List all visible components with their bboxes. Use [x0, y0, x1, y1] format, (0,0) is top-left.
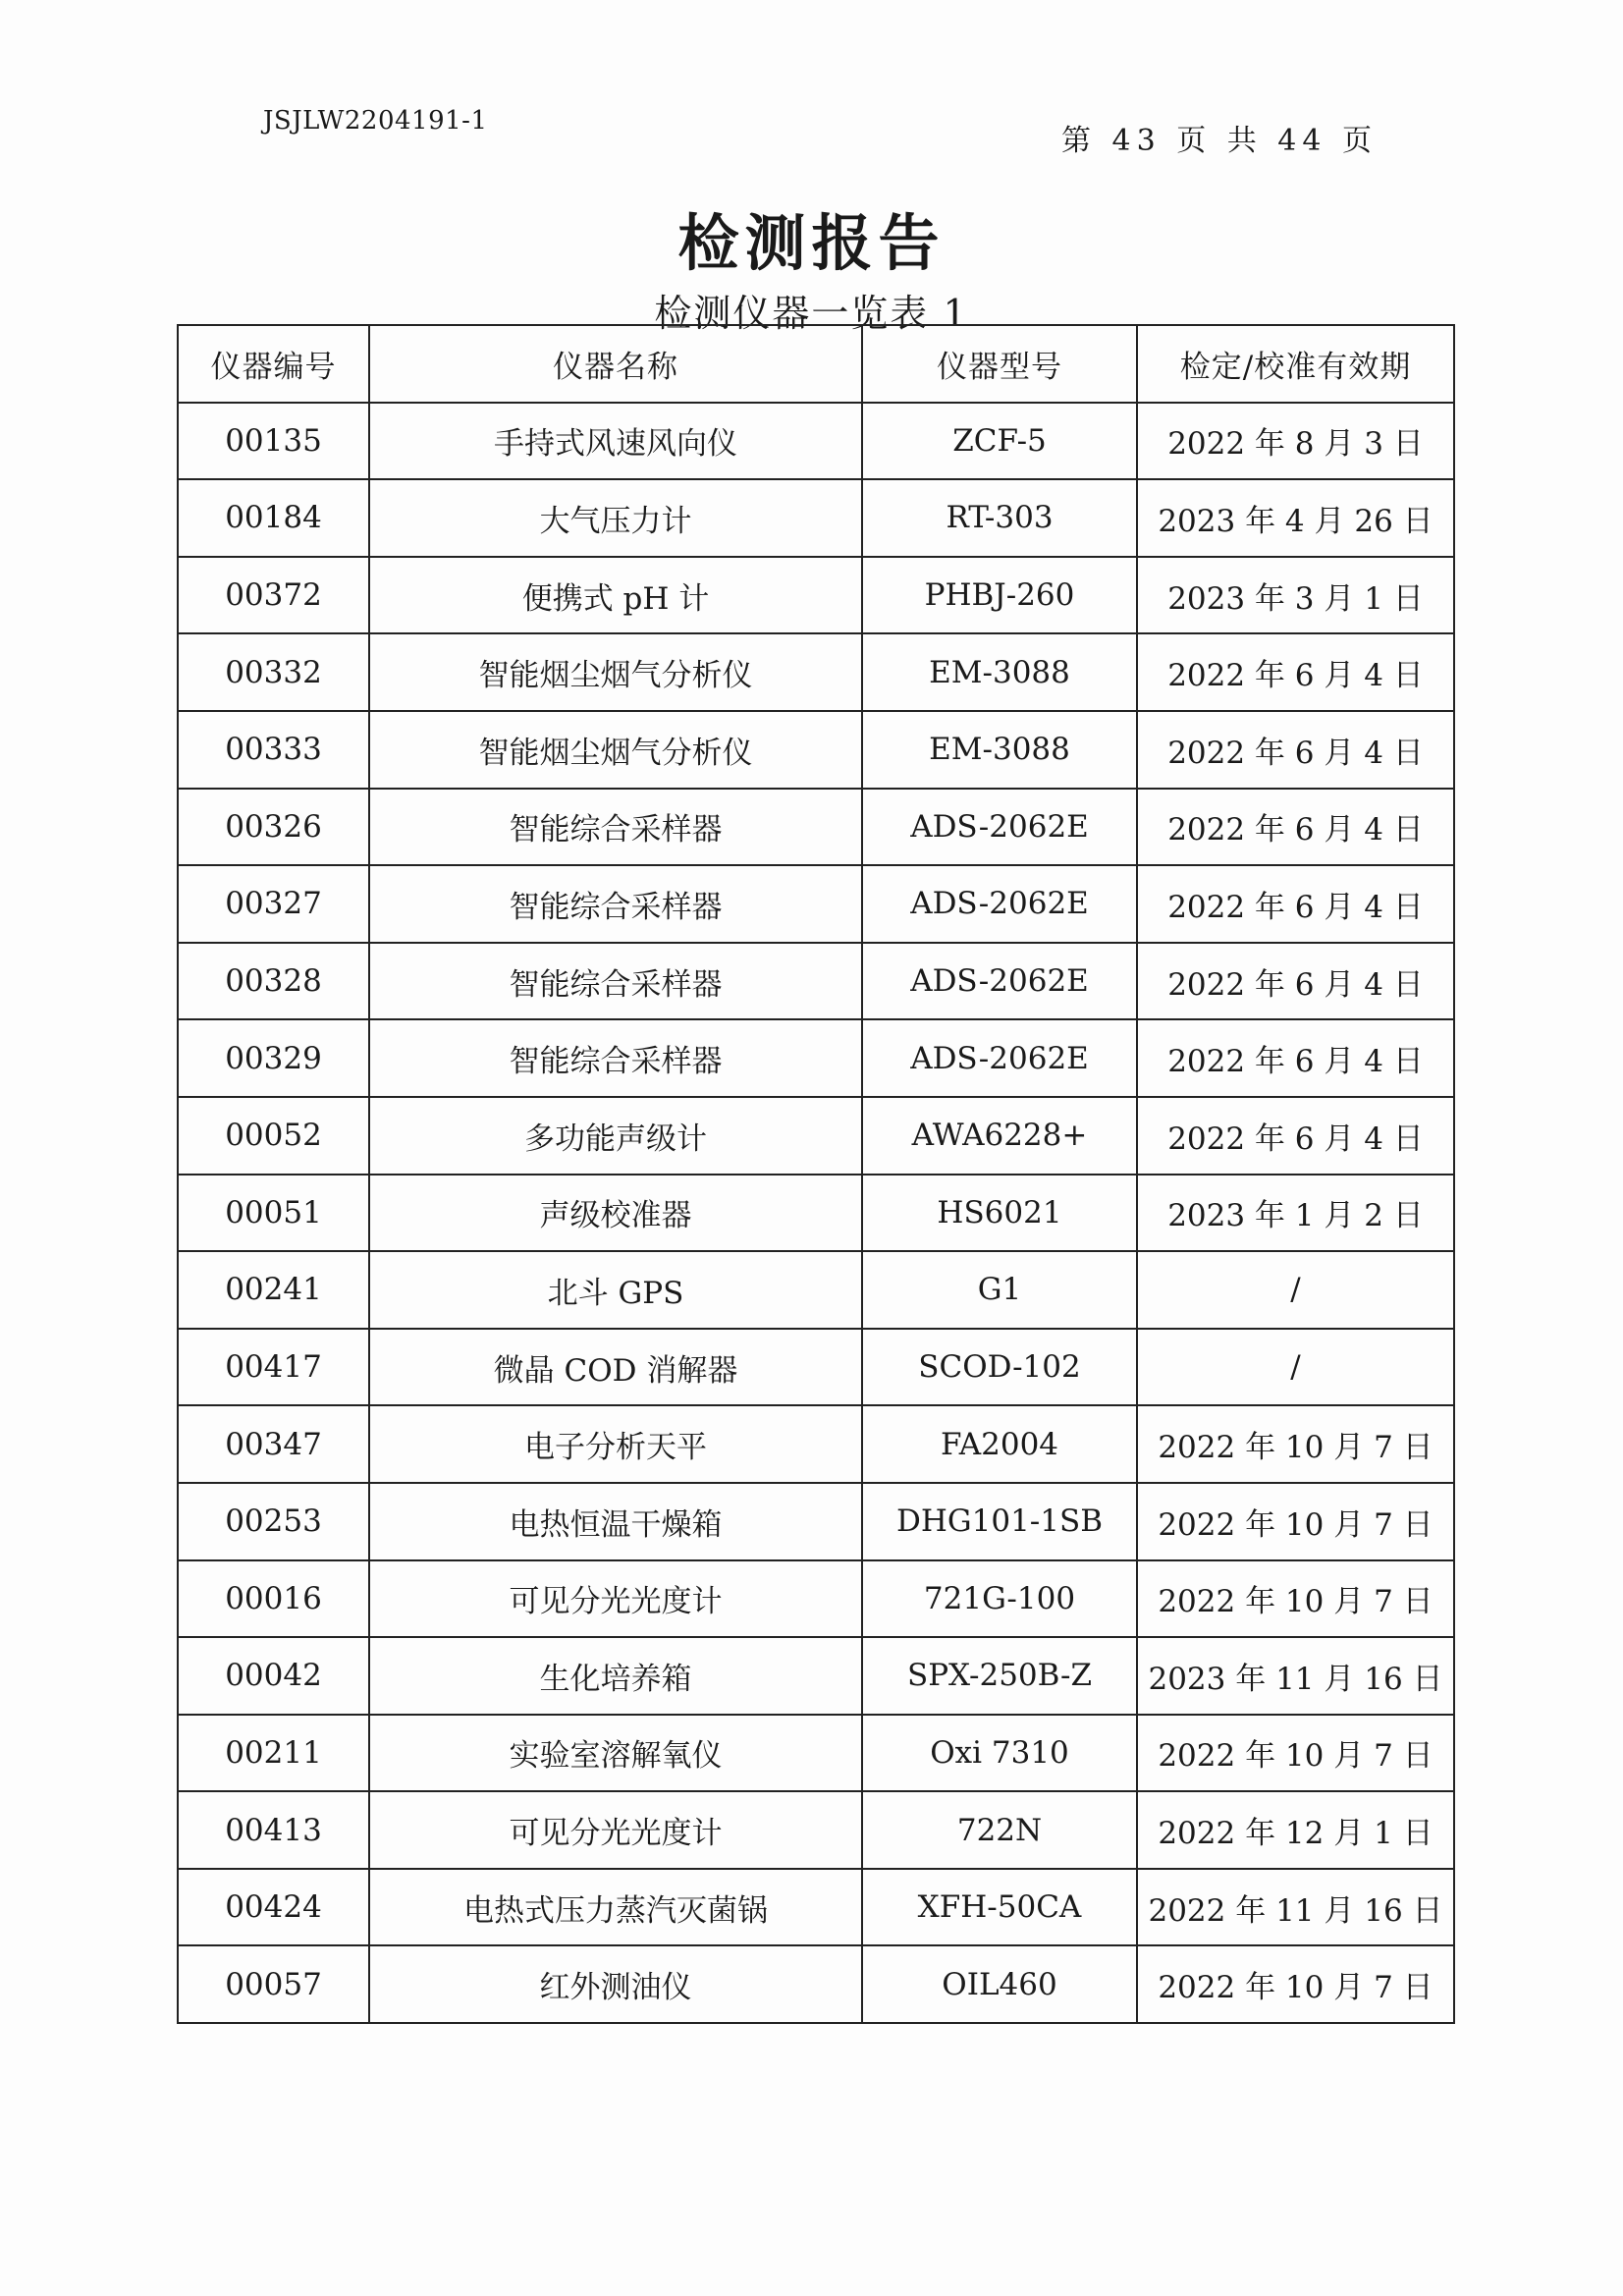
- table-row: [178, 1945, 1454, 2023]
- calibration-validity: 2022 年 10 月 7 日: [1137, 1405, 1454, 1483]
- calibration-validity: 2022 年 6 月 4 日: [1137, 633, 1454, 711]
- calibration-validity: 2022 年 10 月 7 日: [1137, 1483, 1454, 1560]
- instrument-model: SCOD-102: [862, 1329, 1137, 1406]
- instrument-name: 实验室溶解氧仪: [369, 1715, 862, 1792]
- instrument-id: 00052: [178, 1097, 369, 1175]
- table-row: [178, 711, 1454, 789]
- instrument-id: 00332: [178, 633, 369, 711]
- instrument-id: 00211: [178, 1715, 369, 1792]
- calibration-validity: 2022 年 6 月 4 日: [1137, 1097, 1454, 1175]
- instrument-id: 00241: [178, 1251, 369, 1329]
- calibration-validity: 2022 年 12 月 1 日: [1137, 1791, 1454, 1869]
- calibration-validity: 2022 年 11 月 16 日: [1137, 1869, 1454, 1946]
- calibration-validity: 2023 年 11 月 16 日: [1137, 1637, 1454, 1715]
- instrument-id: 00016: [178, 1560, 369, 1638]
- calibration-validity: 2022 年 6 月 4 日: [1137, 711, 1454, 789]
- instrument-name: 红外测油仪: [369, 1945, 862, 2023]
- calibration-validity: 2022 年 8 月 3 日: [1137, 403, 1454, 480]
- calibration-validity: 2022 年 10 月 7 日: [1137, 1715, 1454, 1792]
- instrument-model: Oxi 7310: [862, 1715, 1137, 1792]
- calibration-validity: 2023 年 4 月 26 日: [1137, 479, 1454, 557]
- table-row: [178, 1175, 1454, 1252]
- instrument-id: 00135: [178, 403, 369, 480]
- calibration-validity: 2022 年 10 月 7 日: [1137, 1945, 1454, 2023]
- table-row: [178, 865, 1454, 943]
- table-row: [178, 1637, 1454, 1715]
- instrument-model: ZCF-5: [862, 403, 1137, 480]
- calibration-validity: /: [1137, 1251, 1454, 1329]
- table-row: [178, 1329, 1454, 1406]
- calibration-validity: 2022 年 6 月 4 日: [1137, 789, 1454, 866]
- instrument-id: 00329: [178, 1019, 369, 1097]
- table-row: [178, 1483, 1454, 1560]
- table-row: [178, 789, 1454, 866]
- instrument-model: PHBJ-260: [862, 557, 1137, 634]
- column-header-model: 仪器型号: [862, 325, 1137, 403]
- calibration-validity: 2023 年 1 月 2 日: [1137, 1175, 1454, 1252]
- instrument-id: 00347: [178, 1405, 369, 1483]
- instrument-name: 智能综合采样器: [369, 865, 862, 943]
- instrument-id: 00051: [178, 1175, 369, 1252]
- calibration-validity: 2022 年 10 月 7 日: [1137, 1560, 1454, 1638]
- page-info: 第 43 页 共 44 页: [1060, 124, 1378, 158]
- instrument-id: 00184: [178, 479, 369, 557]
- calibration-validity: 2022 年 6 月 4 日: [1137, 943, 1454, 1020]
- instrument-id: 00413: [178, 1791, 369, 1869]
- instrument-id: 00417: [178, 1329, 369, 1406]
- instrument-model: 722N: [862, 1791, 1137, 1869]
- table-row: [178, 1251, 1454, 1329]
- instrument-name: 微晶 COD 消解器: [369, 1329, 862, 1406]
- calibration-validity: /: [1137, 1329, 1454, 1406]
- instrument-model: ADS-2062E: [862, 789, 1137, 866]
- instrument-model: ADS-2062E: [862, 1019, 1137, 1097]
- instrument-model: FA2004: [862, 1405, 1137, 1483]
- table-row: [178, 403, 1454, 480]
- instrument-name: 大气压力计: [369, 479, 862, 557]
- instrument-name: 智能烟尘烟气分析仪: [369, 711, 862, 789]
- instrument-name: 智能综合采样器: [369, 789, 862, 866]
- instrument-model: ADS-2062E: [862, 943, 1137, 1020]
- instrument-model: 721G-100: [862, 1560, 1137, 1638]
- instrument-id: 00253: [178, 1483, 369, 1560]
- table-row: [178, 1560, 1454, 1638]
- instrument-name: 生化培养箱: [369, 1637, 862, 1715]
- instrument-id: 00042: [178, 1637, 369, 1715]
- instrument-name: 多功能声级计: [369, 1097, 862, 1175]
- calibration-validity: 2022 年 6 月 4 日: [1137, 865, 1454, 943]
- column-header-id: 仪器编号: [178, 325, 369, 403]
- instrument-model: SPX-250B-Z: [862, 1637, 1137, 1715]
- report-number: JSJLW2204191-1: [263, 106, 488, 136]
- table-row: [178, 1405, 1454, 1483]
- instrument-name: 电热式压力蒸汽灭菌锅: [369, 1869, 862, 1946]
- calibration-validity: 2023 年 3 月 1 日: [1137, 557, 1454, 634]
- instrument-id: 00328: [178, 943, 369, 1020]
- table-row: [178, 1791, 1454, 1869]
- instrument-id: 00327: [178, 865, 369, 943]
- column-header-validity: 检定/校准有效期: [1137, 325, 1454, 403]
- instrument-model: G1: [862, 1251, 1137, 1329]
- table-header-row: [178, 325, 1454, 403]
- instrument-id: 00326: [178, 789, 369, 866]
- instrument-id: 00372: [178, 557, 369, 634]
- table-row: [178, 557, 1454, 634]
- column-header-name: 仪器名称: [369, 325, 862, 403]
- table-row: [178, 943, 1454, 1020]
- instrument-model: ADS-2062E: [862, 865, 1137, 943]
- instrument-name: 电热恒温干燥箱: [369, 1483, 862, 1560]
- instrument-model: XFH-50CA: [862, 1869, 1137, 1946]
- instrument-name: 智能烟尘烟气分析仪: [369, 633, 862, 711]
- instrument-id: 00333: [178, 711, 369, 789]
- table-row: [178, 479, 1454, 557]
- instrument-id: 00424: [178, 1869, 369, 1946]
- instrument-model: HS6021: [862, 1175, 1137, 1252]
- table-row: [178, 1097, 1454, 1175]
- instrument-model: EM-3088: [862, 633, 1137, 711]
- table-row: [178, 633, 1454, 711]
- instrument-name: 手持式风速风向仪: [369, 403, 862, 480]
- instrument-model: AWA6228+: [862, 1097, 1137, 1175]
- instrument-name: 电子分析天平: [369, 1405, 862, 1483]
- table-row: [178, 1869, 1454, 1946]
- instrument-name: 可见分光光度计: [369, 1560, 862, 1638]
- instrument-name: 智能综合采样器: [369, 943, 862, 1020]
- calibration-validity: 2022 年 6 月 4 日: [1137, 1019, 1454, 1097]
- instrument-name: 可见分光光度计: [369, 1791, 862, 1869]
- instrument-name: 声级校准器: [369, 1175, 862, 1252]
- instrument-model: OIL460: [862, 1945, 1137, 2023]
- page-title: 检测报告: [677, 207, 946, 279]
- instrument-model: DHG101-1SB: [862, 1483, 1137, 1560]
- table-row: [178, 1715, 1454, 1792]
- instrument-name: 北斗 GPS: [369, 1251, 862, 1329]
- table-row: [178, 1019, 1454, 1097]
- table-subtitle: 检测仪器一览表 1: [654, 292, 969, 335]
- instrument-name: 智能综合采样器: [369, 1019, 862, 1097]
- instrument-table: [177, 324, 1455, 2024]
- instrument-id: 00057: [178, 1945, 369, 2023]
- instrument-model: RT-303: [862, 479, 1137, 557]
- instrument-name: 便携式 pH 计: [369, 557, 862, 634]
- instrument-model: EM-3088: [862, 711, 1137, 789]
